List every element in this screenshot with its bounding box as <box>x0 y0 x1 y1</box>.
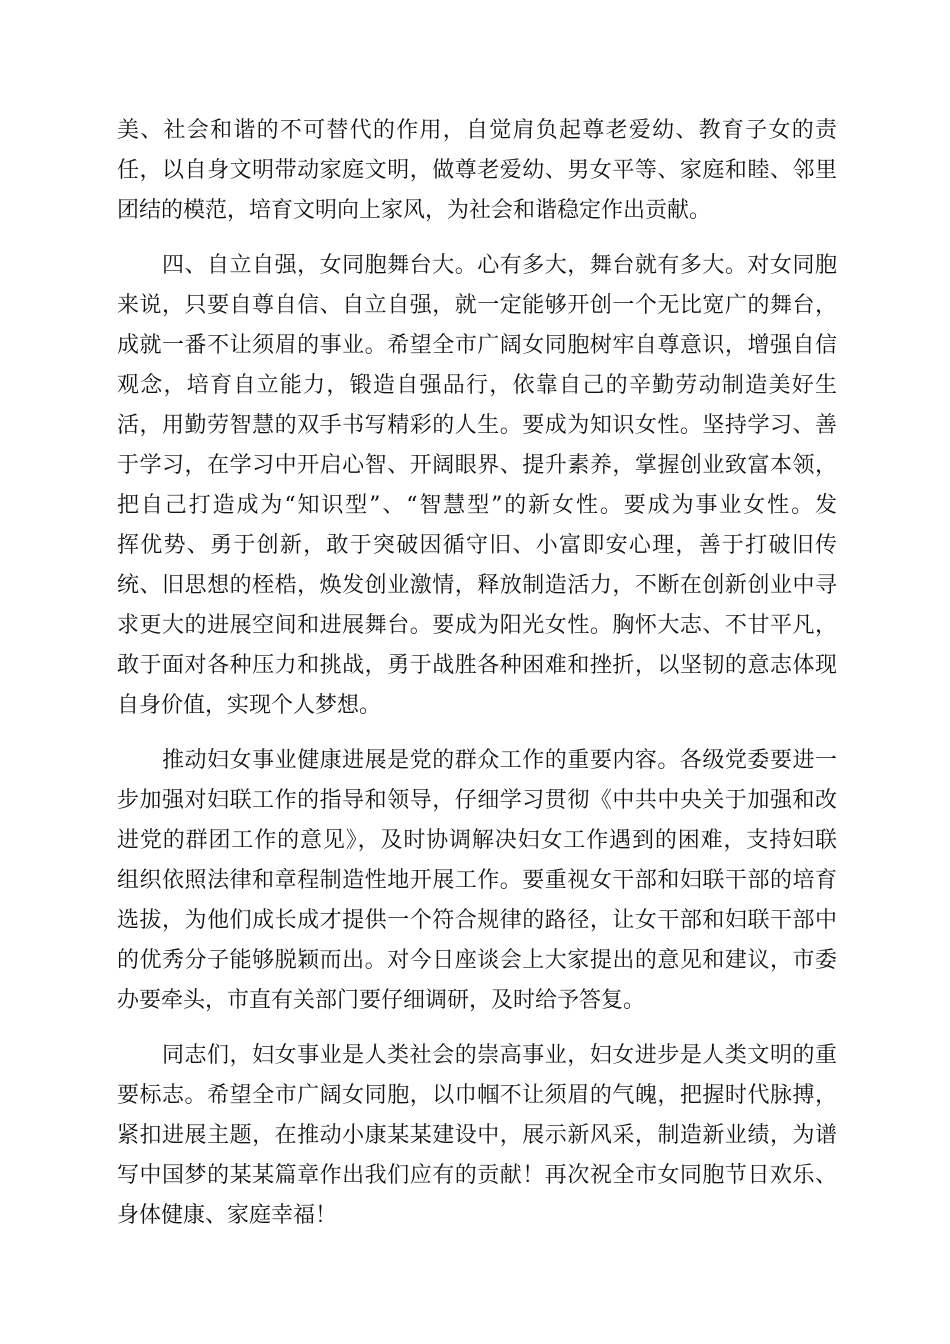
paragraph-2-line-4: 观念，培育自立能力，锻造自强品行，依靠自己的辛勤劳动制造美好生 <box>117 373 837 398</box>
paragraph-2-line-1: 四、自立自强，女同胞舞台大。心有多大，舞台就有多大。对女同胞 <box>162 253 837 278</box>
paragraph-3-line-5: 选拔，为他们成长成才提供一个符合规律的路径，让女干部和妇联干部中 <box>117 908 837 933</box>
paragraph-4-line-2: 要标志。希望全市广阔女同胞，以巾帼不让须眉的气魄，把握时代脉搏， <box>117 1083 837 1108</box>
paragraph-2-line-2: 来说，只要自尊自信、自立自强，就一定能够开创一个无比宽广的舞台， <box>117 293 837 318</box>
paragraph-2-line-12: 自身价值，实现个人梦想。 <box>117 693 382 718</box>
paragraph-4-line-3: 紧扣进展主题，在推动小康某某建设中，展示新风采，制造新业绩，为谱 <box>117 1123 837 1148</box>
paragraph-2-line-11: 敢于面对各种压力和挑战，勇于战胜各种困难和挫折，以坚韧的意志体现 <box>117 653 837 678</box>
paragraph-3-line-3: 进党的群团工作的意见》，及时协调解决妇女工作遇到的困难，支持妇联 <box>117 828 837 853</box>
paragraph-4-line-5: 身体健康、家庭幸福！ <box>117 1203 338 1228</box>
paragraph-1-line-3: 团结的模范，培育文明向上家风，为社会和谐稳定作出贡献。 <box>117 198 712 223</box>
paragraph-3-line-6: 的优秀分子能够脱颖而出。对今日座谈会上大家提出的意见和建议，市委 <box>117 948 837 973</box>
paragraph-3-line-7: 办要牵头，市直有关部门要仔细调研，及时给予答复。 <box>117 988 646 1013</box>
paragraph-4-line-1: 同志们，妇女事业是人类社会的崇高事业，妇女进步是人类文明的重 <box>162 1043 837 1068</box>
paragraph-2-line-6: 于学习，在学习中开启心智、开阔眼界、提升素养，掌握创业致富本领， <box>117 453 837 478</box>
paragraph-2-line-5: 活，用勤劳智慧的双手书写精彩的人生。要成为知识女性。坚持学习、善 <box>117 413 837 438</box>
paragraph-3-line-1: 推动妇女事业健康进展是党的群众工作的重要内容。各级党委要进一 <box>162 748 837 773</box>
paragraph-2-line-7: 把自己打造成为“知识型”、“智慧型”的新女性。要成为事业女性。发 <box>117 493 837 518</box>
paragraph-1-line-1: 美、社会和谐的不可替代的作用，自觉肩负起尊老爱幼、教育子女的责 <box>117 118 837 143</box>
paragraph-3-line-4: 组织依照法律和章程制造性地开展工作。要重视女干部和妇联干部的培育 <box>117 868 837 893</box>
paragraph-4-line-4: 写中国梦的某某篇章作出我们应有的贡献！再次祝全市女同胞节日欢乐、 <box>117 1163 837 1188</box>
paragraph-1-line-2: 任，以自身文明带动家庭文明，做尊老爱幼、男女平等、家庭和睦、邻里 <box>117 158 837 183</box>
paragraph-2-line-10: 求更大的进展空间和进展舞台。要成为阳光女性。胸怀大志、不甘平凡， <box>117 613 837 638</box>
paragraph-2-line-8: 挥优势、勇于创新，敢于突破因循守旧、小富即安心理，善于打破旧传 <box>117 533 837 558</box>
paragraph-2-line-3: 成就一番不让须眉的事业。希望全市广阔女同胞树牢自尊意识，增强自信 <box>117 333 837 358</box>
paragraph-3-line-2: 步加强对妇联工作的指导和领导，仔细学习贯彻《中共中央关于加强和改 <box>117 788 837 813</box>
paragraph-2-line-9: 统、旧思想的桎梏，焕发创业激情，释放制造活力，不断在创新创业中寻 <box>117 573 837 598</box>
